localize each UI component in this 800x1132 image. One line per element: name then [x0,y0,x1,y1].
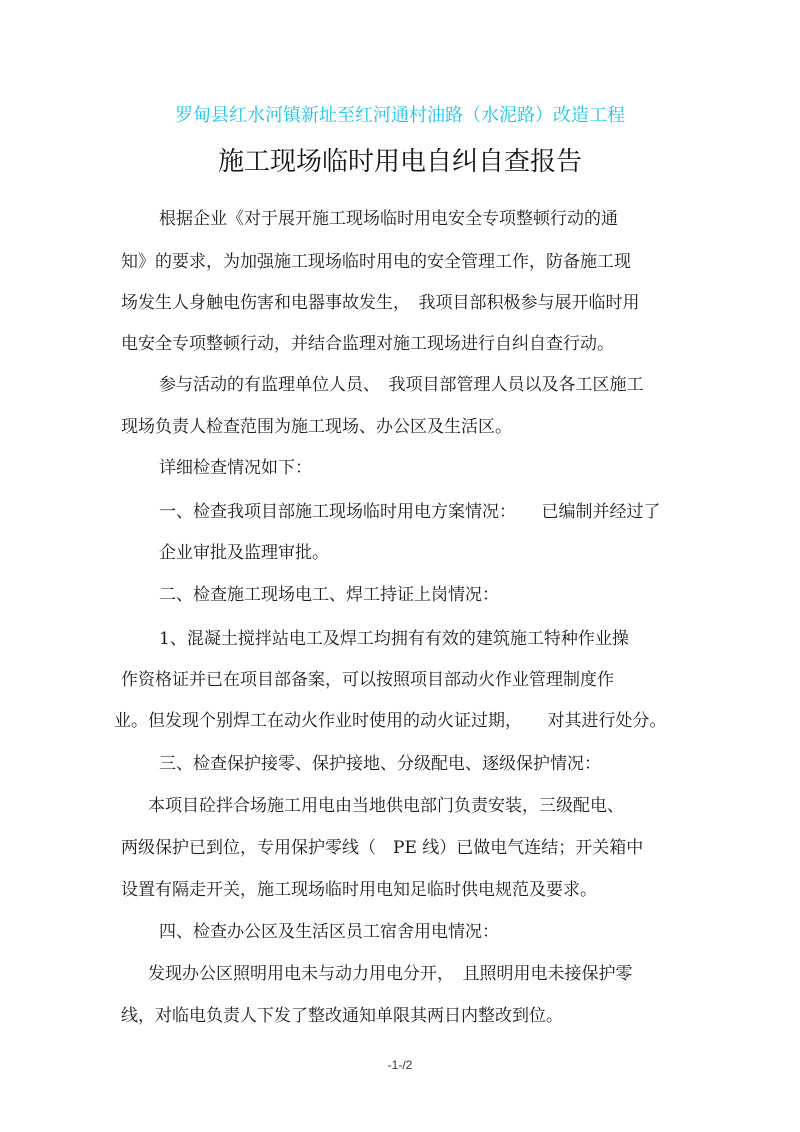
body-line-3: 场发生人身触电伤害和电器事故发生， 我项目部积极参与展开临时用 [121,293,640,313]
body-line-10: 二、检查施工现场电工、焊工持证上岗情况： [159,585,499,605]
body-line-9: 企业审批及监理审批。 [159,543,329,563]
body-line-7: 详细检查情况如下： [159,458,312,478]
body-line-16: 两级保护已到位，专用保护零线（ PE 线）已做电气连结；开关箱中 [121,838,644,858]
body-line-15: 本项目砼拌合场施工用电由当地供电部门负责安装，三级配电、 [148,796,624,816]
body-line-6: 现场负责人检查范围为施工现场、办公区及生活区。 [121,417,512,437]
page-number: -1-/2 [387,1058,413,1072]
body-line-14: 三、检查保护接零、保护接地、分级配电、逐级保护情况： [159,754,601,774]
body-line-8: 一、检查我项目部施工现场临时用电方案情况： 已编制并经过了 [159,502,661,522]
body-line-2: 知》的要求，为加强施工现场临时用电的安全管理工作，防备施工现 [121,252,631,272]
body-line-12: 作资格证并已在项目部备案，可以按照项目部动火作业管理制度作 [121,670,614,690]
project-title: 罗甸县红水河镇新址至红河通村油路（水泥路）改造工程 [175,105,625,126]
body-line-5: 参与活动的有监理单位人员、 我项目部管理人员以及各工区施工 [159,375,644,395]
body-line-11: 1、混凝土搅拌站电工及焊工均拥有有效的建筑施工特种作业操 [159,629,629,649]
body-line-4: 电安全专项整顿行动，并结合监理对施工现场进行自纠自查行动。 [121,334,614,354]
body-line-17: 设置有隔走开关，施工现场临时用电知足临时供电规范及要求。 [121,880,597,900]
body-line-1: 根据企业《对于展开施工现场临时用电安全专项整顿行动的通 [159,209,618,229]
body-line-19: 发现办公区照明用电未与动力用电分开， 且照明用电未接保护零 [148,964,633,984]
body-line-18: 四、检查办公区及生活区员工宿舍用电情况： [159,922,499,942]
body-line-20: 线，对临电负责人下发了整改通知单限其两日内整改到位。 [121,1006,563,1026]
document-title: 施工现场临时用电自纠自查报告 [217,147,582,177]
body-line-13: 业。但发现个别焊工在动火作业时使用的动火证过期， 对其进行处分。 [114,711,667,731]
